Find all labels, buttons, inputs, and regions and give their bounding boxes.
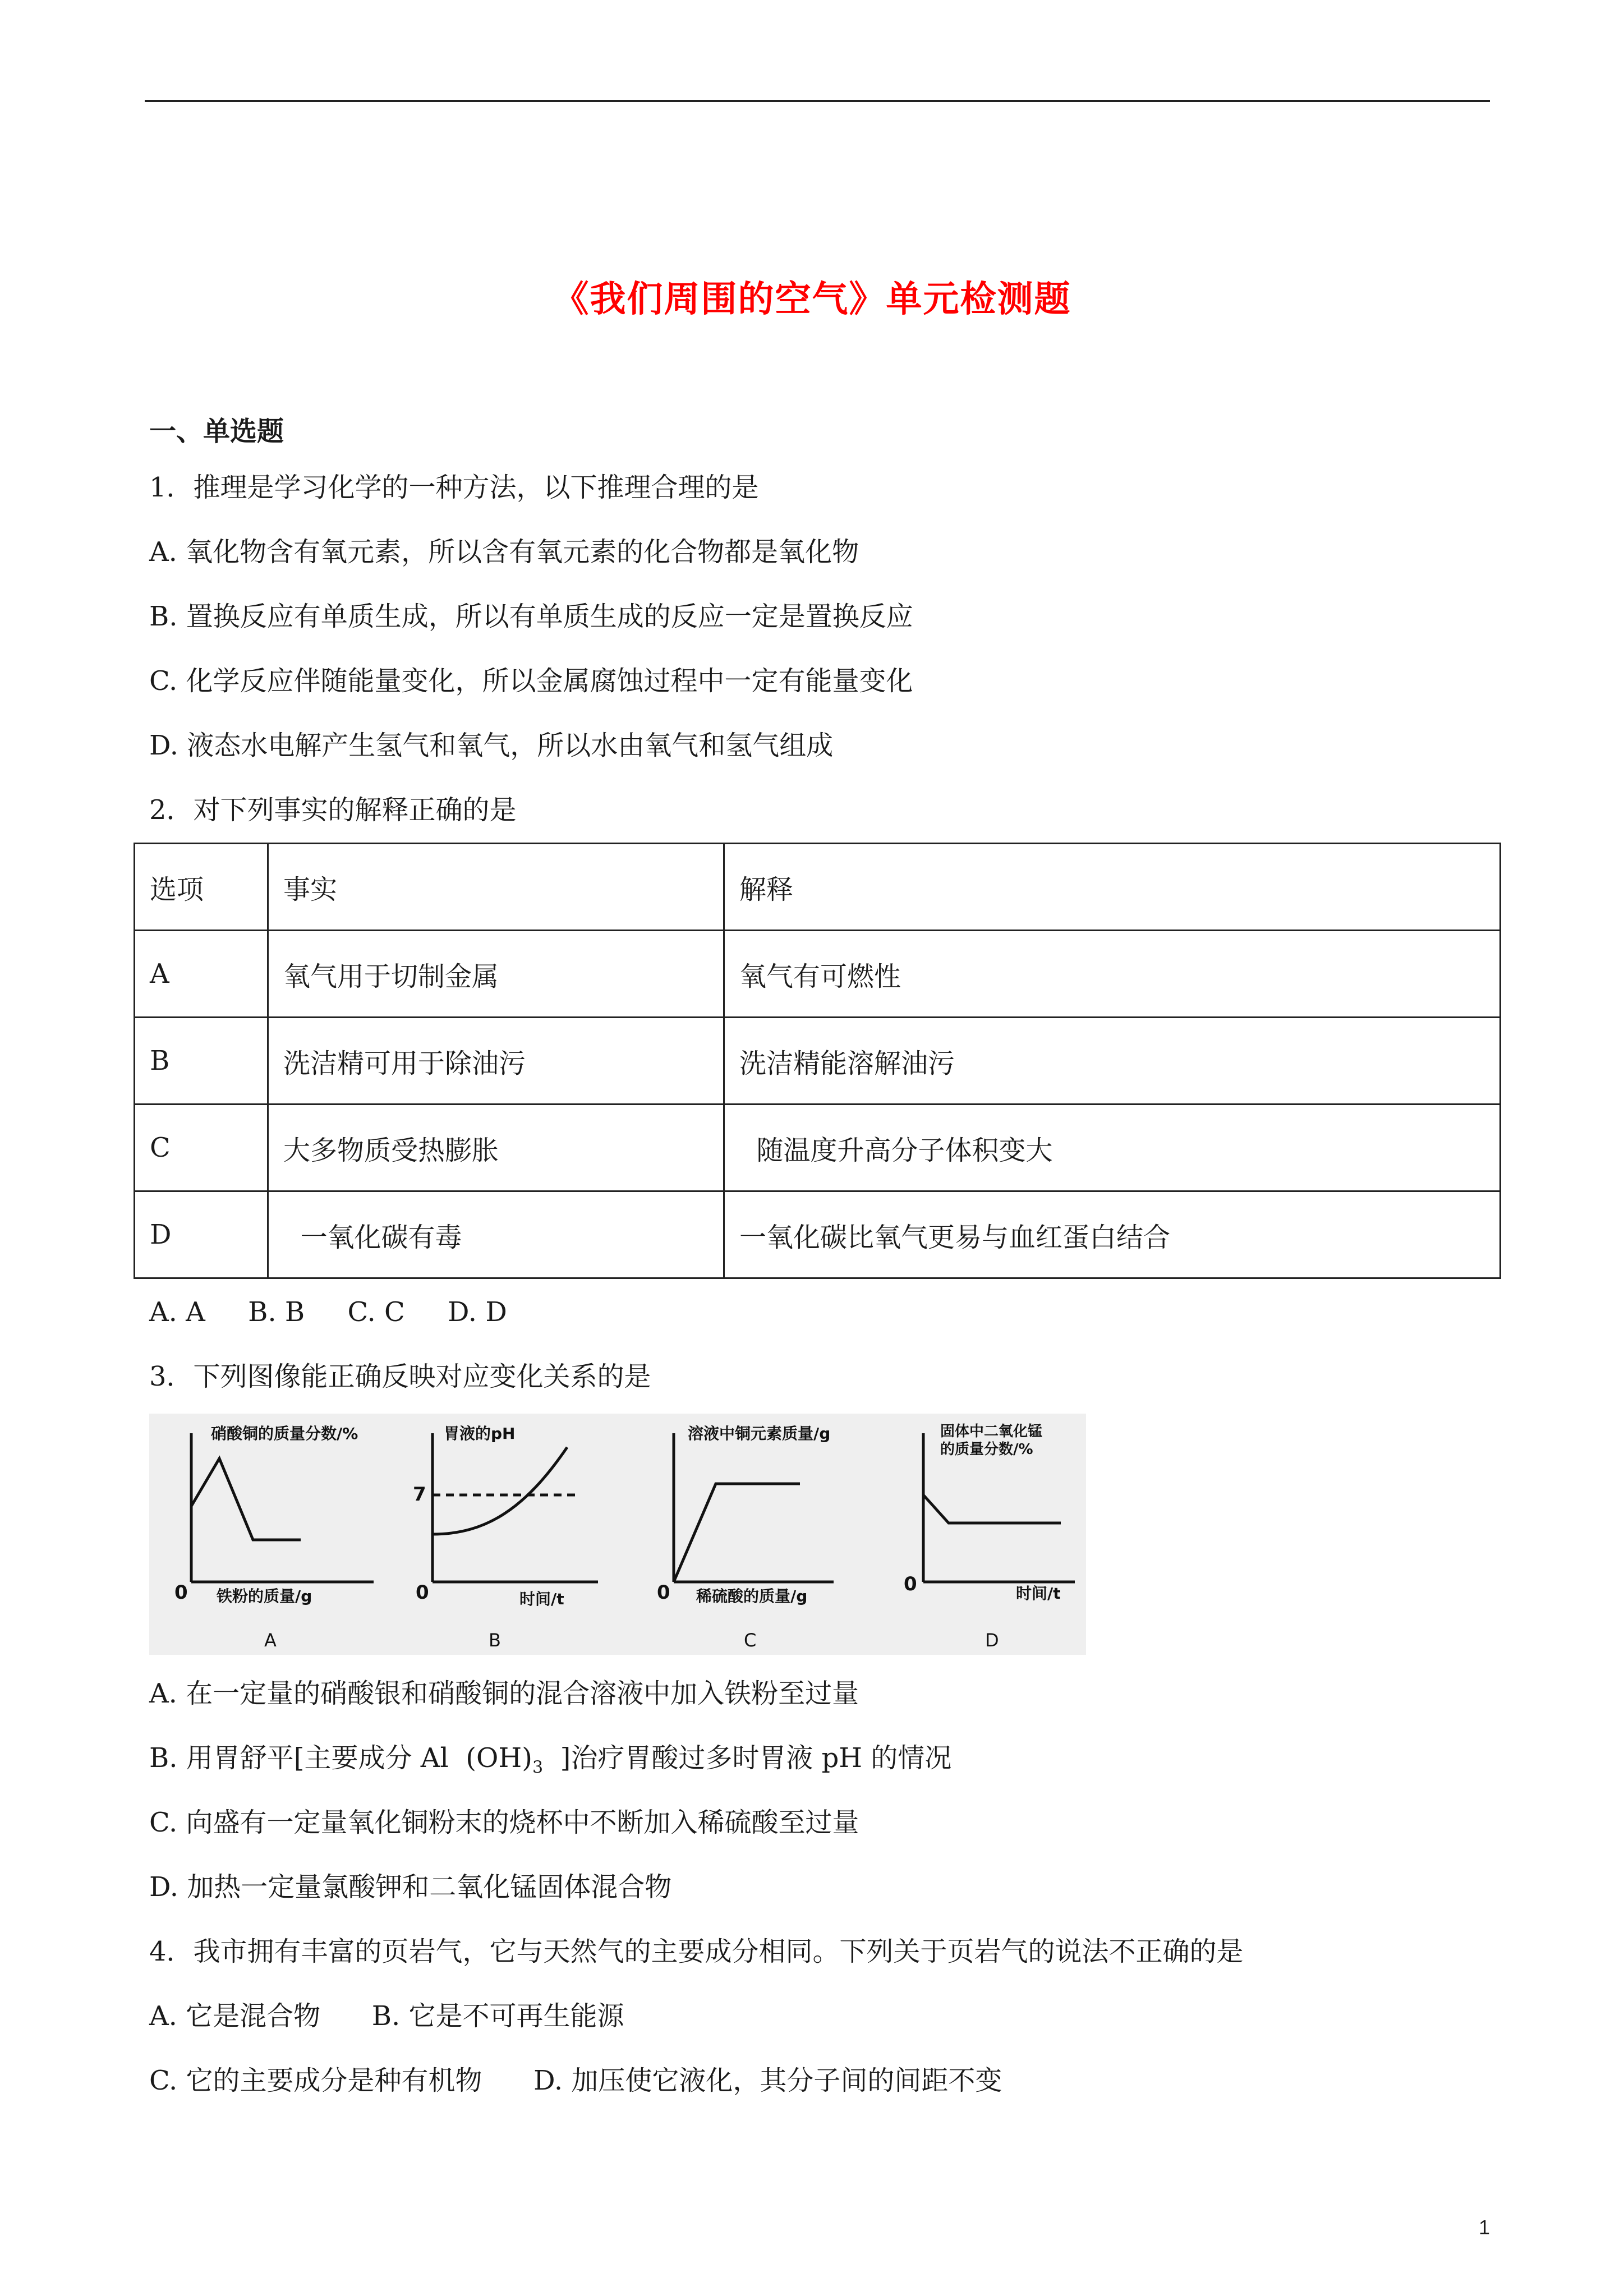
graph-c-letter: C — [744, 1630, 757, 1651]
question-1-stem: 1．推理是学习化学的一种方法，以下推理合理的是 — [149, 472, 759, 503]
graph-a — [191, 1433, 374, 1582]
graph-b-letter: B — [489, 1630, 501, 1651]
graph-a-xlabel: 铁粉的质量/g — [217, 1587, 312, 1605]
question-4-options-ab: A. 它是混合物 B. 它是不可再生能源 — [149, 2000, 624, 2032]
question-3-option-b — [149, 1742, 952, 1778]
table-cell: B — [135, 1018, 268, 1105]
table-cell: 一氧化碳比氧气更易与血红蛋白结合 — [724, 1191, 1501, 1278]
graph-b-curve — [433, 1447, 567, 1534]
graph-b — [433, 1433, 598, 1582]
graph-a-curve — [191, 1458, 301, 1540]
table-header-cell: 事实 — [268, 844, 724, 931]
graph-d-ylabel-line1: 固体中二氧化锰 — [940, 1423, 1043, 1440]
page-title: 《我们周围的空气》单元检测题 — [553, 279, 1071, 320]
graph-d-origin: 0 — [904, 1573, 917, 1595]
graph-d-letter: D — [985, 1630, 999, 1651]
graph-b-xlabel: 时间/t — [519, 1590, 564, 1608]
question-1-option-b: B. 置换反应有单质生成，所以有单质生成的反应一定是置换反应 — [149, 601, 913, 632]
table-cell: 一氧化碳有毒 — [268, 1191, 724, 1278]
graph-c — [674, 1433, 834, 1582]
graph-a-ylabel: 硝酸铜的质量分数/% — [211, 1424, 358, 1443]
table-cell: 大多物质受热膨胀 — [268, 1105, 724, 1191]
table-cell: A — [135, 931, 268, 1018]
table-cell: 氧气用于切制金属 — [268, 931, 724, 1018]
graph-b-mark: 7 — [413, 1483, 426, 1506]
graph-c-xlabel: 稀硫酸的质量/g — [696, 1587, 808, 1605]
graph-d-ylabel-line2: 的质量分数/% — [940, 1441, 1033, 1458]
table-cell: 氧气有可燃性 — [724, 931, 1501, 1018]
header-rule — [145, 100, 1490, 102]
table-row — [135, 931, 1501, 1018]
graph-b-origin: 0 — [416, 1581, 429, 1604]
graph-d-curve — [923, 1495, 1061, 1523]
graphs-svg — [149, 1414, 1086, 1655]
question-3-option-b-tail: ]治疗胃酸过多时胃液 pH 的情况 — [543, 1742, 952, 1774]
graph-c-origin: 0 — [657, 1581, 670, 1604]
table-cell: 洗洁精可用于除油污 — [268, 1018, 724, 1105]
table-row — [135, 1018, 1501, 1105]
graph-c-curve — [674, 1484, 800, 1582]
page-number: 1 — [1479, 2216, 1490, 2239]
graph-c-ylabel: 溶液中铜元素质量/g — [688, 1424, 831, 1443]
table-cell: 洗洁精能溶解油污 — [724, 1018, 1501, 1105]
question-3-option-b-subscript: 3 — [532, 1757, 544, 1778]
table-header-cell: 选项 — [135, 844, 268, 931]
question-1-option-d: D. 液态水电解产生氢气和氧气，所以水由氧气和氢气组成 — [149, 730, 834, 761]
facts-table — [134, 843, 1501, 1279]
table-header-cell: 解释 — [724, 844, 1501, 931]
table-cell: D — [135, 1191, 268, 1278]
question-4-options-cd: C. 它的主要成分是种有机物 D. 加压使它液化，其分子间的间距不变 — [149, 2065, 1002, 2096]
question-1-option-c: C. 化学反应伴随能量变化，所以金属腐蚀过程中一定有能量变化 — [149, 665, 913, 697]
question-3-option-c: C. 向盛有一定量氧化铜粉末的烧杯中不断加入稀硫酸至过量 — [149, 1807, 859, 1838]
table-header-row — [135, 844, 1501, 931]
graphs-figure — [149, 1414, 1086, 1655]
question-3-option-a: A. 在一定量的硝酸银和硝酸铜的混合溶液中加入铁粉至过量 — [149, 1678, 859, 1709]
question-4-stem: 4．我市拥有丰富的页岩气，它与天然气的主要成分相同。下列关于页岩气的说法不正确的是 — [149, 1936, 1244, 1967]
question-3-option-d: D. 加热一定量氯酸钾和二氧化锰固体混合物 — [149, 1871, 672, 1903]
question-1-option-a: A. 氧化物含有氧元素，所以含有氧元素的化合物都是氧化物 — [149, 536, 859, 568]
question-2-options: A. A B. B C. C D. D — [149, 1296, 507, 1328]
table-row — [135, 1191, 1501, 1278]
graph-d-xlabel: 时间/t — [1016, 1584, 1061, 1603]
question-2-stem: 2．对下列事实的解释正确的是 — [149, 794, 517, 826]
question-3-option-b-text: B. 用胃舒平[主要成分 Al (OH) — [149, 1742, 532, 1774]
table-cell: C — [135, 1105, 268, 1191]
table-cell: 随温度升高分子体积变大 — [724, 1105, 1501, 1191]
table-row — [135, 1105, 1501, 1191]
graph-b-ylabel: 胃液的pH — [444, 1424, 516, 1443]
question-3-stem: 3．下列图像能正确反映对应变化关系的是 — [149, 1361, 651, 1392]
graph-a-letter: A — [264, 1630, 277, 1651]
section-heading: 一、单选题 — [149, 416, 284, 447]
graph-a-origin: 0 — [174, 1581, 188, 1604]
